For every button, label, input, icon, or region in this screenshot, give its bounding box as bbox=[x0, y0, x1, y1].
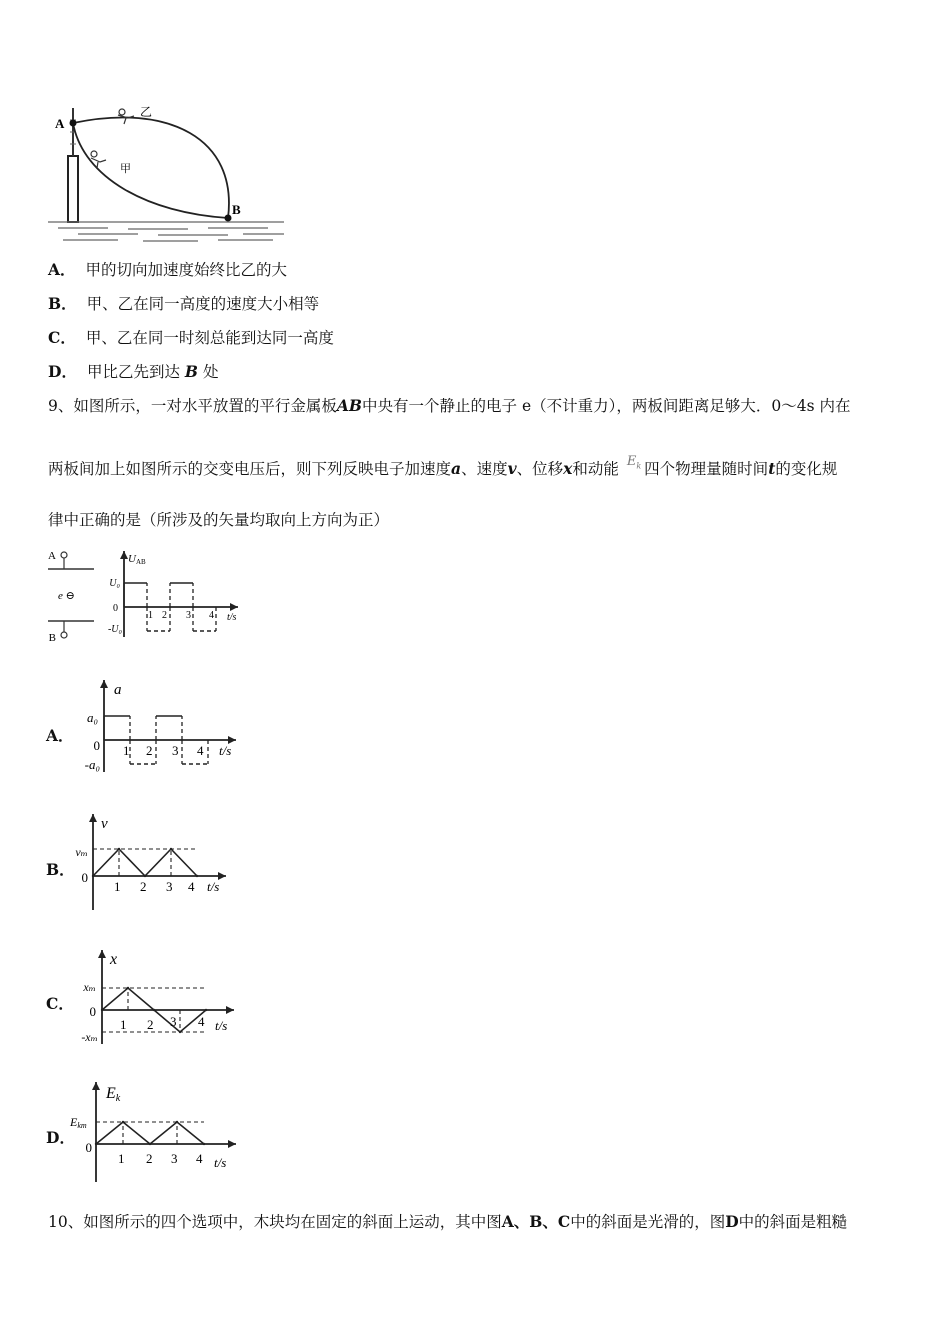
v-tick-3: 3 bbox=[166, 879, 173, 894]
v-tick-1: 1 bbox=[114, 879, 121, 894]
v-axis-label: v bbox=[101, 816, 108, 832]
tick-3-label: 3 bbox=[186, 610, 191, 621]
x-tick-4: 4 bbox=[198, 1014, 205, 1029]
a0-label: a₀ bbox=[86, 710, 98, 725]
u-axis-label: UAB bbox=[128, 553, 146, 566]
x-axis-arrow bbox=[228, 1140, 236, 1148]
y-axis-arrow bbox=[120, 551, 128, 559]
ek-tick-4: 4 bbox=[196, 1151, 203, 1166]
displacement-point bbox=[179, 1031, 181, 1033]
u0-label: U₀ bbox=[109, 578, 120, 589]
q8-option-b[interactable]: B． 甲、乙在同一高度的速度大小相等 bbox=[48, 294, 320, 313]
v-t-axis-label: t/s bbox=[207, 879, 220, 894]
electron-label: e ⊖ bbox=[58, 590, 75, 602]
vm-label: vₘ bbox=[75, 845, 88, 859]
q10-stem: 10、如图所示的四个选项中，木块均在固定的斜面上运动，其中图A、B、C中的斜面是光滑的，图D中的斜面是粗糙 bbox=[48, 1212, 848, 1231]
displacement-point bbox=[127, 987, 129, 989]
energy-point bbox=[95, 1143, 97, 1145]
energy-point bbox=[176, 1121, 178, 1123]
q9-option-d-graph[interactable] bbox=[66, 1078, 246, 1186]
velocity-point bbox=[118, 848, 120, 850]
a-tick-1: 1 bbox=[123, 743, 130, 758]
velocity-point bbox=[144, 875, 146, 877]
q8-option-c[interactable]: C． 甲、乙在同一时刻总能到达同一高度 bbox=[48, 328, 334, 347]
xm-label: xₘ bbox=[83, 980, 96, 994]
energy-point bbox=[203, 1143, 205, 1145]
ek-symbol: Ek bbox=[626, 454, 642, 471]
velocity-point bbox=[196, 875, 198, 877]
tick-2-label: 2 bbox=[162, 610, 167, 621]
y-axis-arrow bbox=[100, 680, 108, 688]
x-tick-2: 2 bbox=[147, 1017, 154, 1032]
displacement-point bbox=[101, 1009, 103, 1011]
v-tick-4: 4 bbox=[188, 879, 195, 894]
tick-4-label: 4 bbox=[209, 610, 214, 621]
ekm-label: Ekm bbox=[70, 1115, 87, 1130]
y-axis-arrow bbox=[92, 1082, 100, 1090]
ek-axis-label: Ek bbox=[106, 1085, 121, 1104]
a-t-axis-label: t/s bbox=[219, 743, 232, 758]
ek-origin-label: 0 bbox=[85, 1140, 92, 1155]
velocity-point bbox=[170, 848, 172, 850]
point-a-label: A bbox=[55, 116, 65, 131]
x-axis-label: x bbox=[110, 951, 118, 968]
q9-stem-line3: 律中正确的是（所涉及的矢量均取向上方向为正） bbox=[48, 511, 390, 529]
x-tick-3: 3 bbox=[170, 1014, 177, 1029]
a-tick-2: 2 bbox=[146, 743, 153, 758]
neg-u0-label: -U₀ bbox=[107, 624, 122, 635]
plate-a-label: A bbox=[48, 550, 56, 562]
displacement-point bbox=[153, 1009, 155, 1011]
y-axis-arrow bbox=[98, 950, 106, 958]
velocity-point bbox=[92, 875, 94, 877]
q9-stem-line1: 9、如图所示，一对水平放置的平行金属板AB中央有一个静止的电子 e（不计重力），两板间距离足够大．0～4s 内在 bbox=[48, 396, 851, 415]
q9-option-b-graph[interactable] bbox=[66, 810, 236, 914]
q9-voltage-figure bbox=[46, 545, 246, 647]
a-origin-label: 0 bbox=[93, 738, 100, 753]
neg-a0-label: -a₀ bbox=[84, 757, 100, 772]
q9-option-c-letter[interactable]: C． bbox=[46, 994, 74, 1013]
x-axis-arrow bbox=[226, 1006, 234, 1014]
q8-option-a[interactable]: A． 甲的切向加速度始终比乙的大 bbox=[48, 260, 288, 279]
ek-tick-1: 1 bbox=[118, 1151, 125, 1166]
y-axis-arrow bbox=[89, 814, 97, 822]
ek-tick-2: 2 bbox=[146, 1151, 153, 1166]
x-origin-label: 0 bbox=[89, 1004, 96, 1019]
label-jia: 甲 bbox=[120, 162, 131, 175]
origin-label: 0 bbox=[113, 603, 118, 614]
tower-pole bbox=[68, 156, 78, 222]
point-b-label: B bbox=[232, 202, 241, 217]
neg-xm-label: -xₘ bbox=[81, 1030, 98, 1044]
x-axis-arrow bbox=[230, 603, 238, 611]
a-tick-3: 3 bbox=[172, 743, 179, 758]
a-axis-label: a bbox=[114, 682, 122, 698]
x-tick-1: 1 bbox=[120, 1017, 127, 1032]
v-origin-label: 0 bbox=[81, 870, 88, 885]
label-yi: 乙 bbox=[140, 105, 153, 119]
ek-t-axis-label: t/s bbox=[214, 1155, 227, 1170]
ek-tick-3: 3 bbox=[171, 1151, 178, 1166]
energy-line bbox=[96, 1122, 204, 1144]
a-tick-4: 4 bbox=[197, 743, 204, 758]
velocity-line bbox=[93, 849, 197, 876]
q8-slide-figure bbox=[48, 98, 286, 248]
q9-option-c-graph[interactable] bbox=[72, 944, 242, 1048]
x-t-axis-label: t/s bbox=[215, 1018, 228, 1033]
t-axis-label: t/s bbox=[227, 612, 237, 623]
plate-b-label: B bbox=[48, 632, 56, 644]
q9-option-d-letter[interactable]: D． bbox=[46, 1128, 75, 1147]
q8-option-d[interactable]: D． 甲比乙先到达 B 处 bbox=[48, 362, 219, 381]
energy-point bbox=[149, 1143, 151, 1145]
q9-option-b-letter[interactable]: B． bbox=[46, 860, 75, 879]
displacement-point bbox=[205, 1009, 207, 1011]
v-tick-2: 2 bbox=[140, 879, 147, 894]
energy-point bbox=[122, 1121, 124, 1123]
q9-option-a-letter[interactable]: A． bbox=[46, 726, 74, 745]
tick-1-label: 1 bbox=[148, 610, 153, 621]
q9-option-a-graph[interactable] bbox=[74, 676, 244, 776]
q9-stem-line2: 两板间加上如图所示的交变电压后，则下列反映电子加速度a、速度v、位移x和动能 $^{E_k}$ 四个物理量随时间t的变化规 bbox=[48, 454, 838, 478]
